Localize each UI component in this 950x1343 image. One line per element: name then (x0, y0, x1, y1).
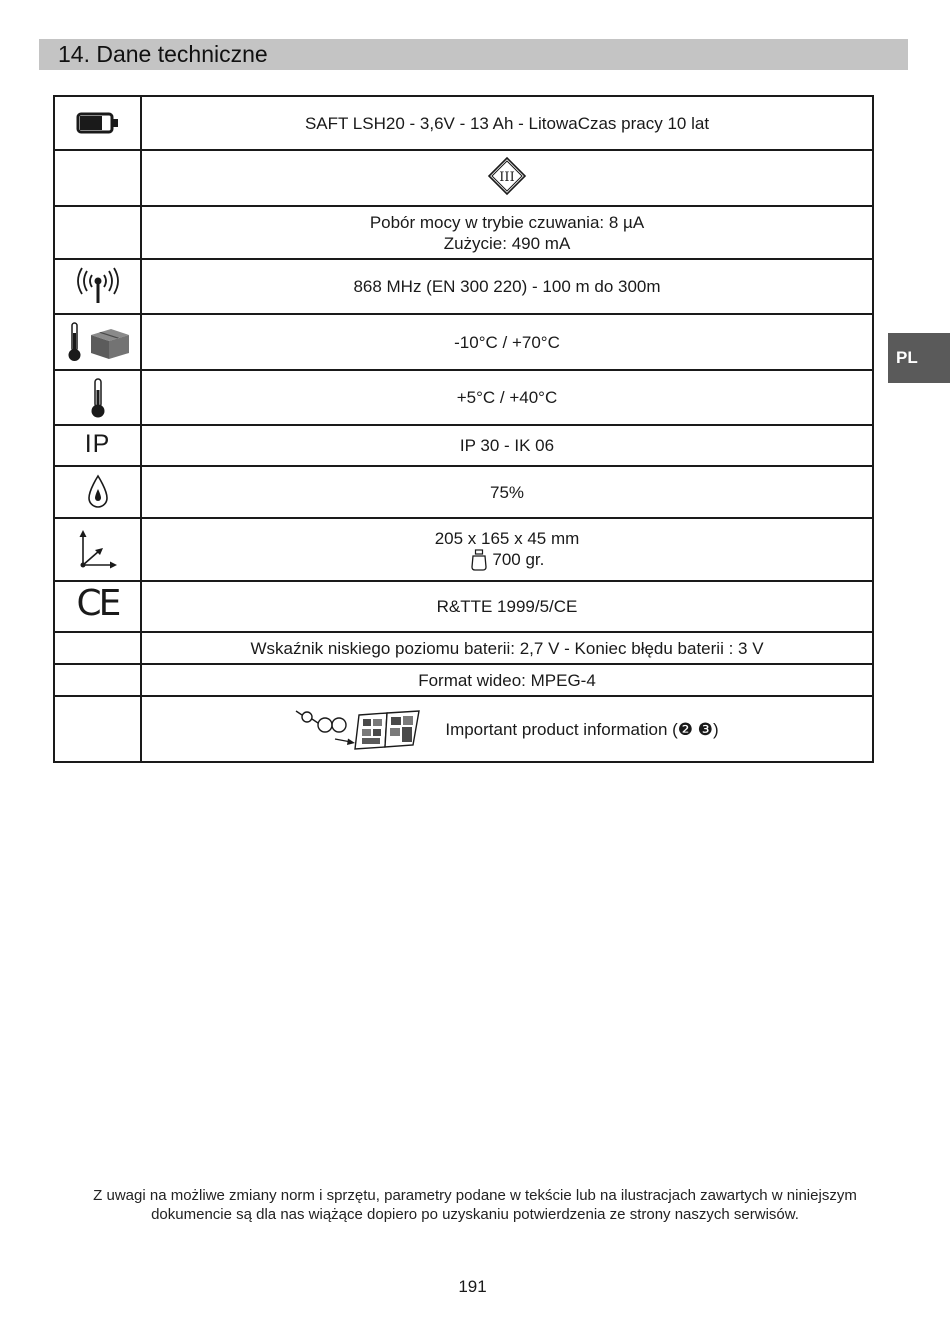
spec-icon-cell (54, 150, 141, 206)
spec-icon-cell (54, 696, 141, 762)
spec-icon-cell (54, 314, 141, 370)
spec-value: SAFT LSH20 - 3,6V - 13 Ah - LitowaCzas pracy 10 lat (141, 96, 873, 150)
spec-row-battery-indicator (54, 632, 873, 664)
spec-row-important-info (54, 696, 873, 762)
ce-mark-icon: CE (76, 583, 119, 624)
spec-icon-cell (54, 581, 141, 632)
spec-icon-cell (54, 632, 141, 664)
thermometer-icon (88, 378, 108, 418)
spec-value-line (142, 549, 872, 572)
weight-icon (470, 549, 488, 571)
read-manual-icon (295, 707, 421, 751)
important-info-wrap (142, 707, 872, 751)
humidity-drop-icon (87, 474, 109, 510)
spec-row-ip-rating (54, 425, 873, 466)
spec-icon-cell (54, 370, 141, 425)
spec-value: Format wideo: MPEG-4 (141, 664, 873, 696)
class-iii-label: III (499, 169, 515, 185)
spec-value-cell (141, 518, 873, 581)
language-label: PL (896, 348, 918, 367)
spec-value: +5°C / +40°C (141, 370, 873, 425)
disclaimer-line: dokumencie są dla nas wiążące dopiero po uzyskaniu potwierdzenia ze strony naszych serwisów. (151, 1206, 799, 1223)
spec-row-humidity (54, 466, 873, 518)
language-tab (888, 333, 950, 383)
dimensions-axes-icon (77, 529, 119, 571)
spec-value-line: Zużycie: 490 mA (443, 233, 571, 253)
battery-icon (76, 112, 120, 134)
spec-icon-cell (54, 466, 141, 518)
spec-value: 75% (141, 466, 873, 518)
spec-value-line: 205 x 165 x 45 mm (434, 528, 580, 548)
spec-icon-cell (54, 259, 141, 314)
spec-value: R&TTE 1999/5/CE (141, 581, 873, 632)
spec-table (53, 95, 874, 763)
spec-value: 868 MHz (EN 300 220) - 100 m do 300m (141, 259, 873, 314)
spec-row-video-format (54, 664, 873, 696)
spec-row-battery (54, 96, 873, 150)
spec-value-cell (141, 696, 873, 762)
disclaimer (40, 1186, 910, 1224)
spec-row-operating-temperature (54, 370, 873, 425)
radio-antenna-icon (76, 267, 120, 307)
weight-value: 700 gr. (492, 549, 545, 569)
important-info-text: Important product information (❷ ❸) (445, 719, 719, 739)
disclaimer-line: Z uwagi na możliwe zmiany norm i sprzętu, parametry podane w tekście lub na ilustracjach zawartych w niniejszym (93, 1187, 857, 1204)
spec-row-dimensions (54, 518, 873, 581)
spec-icon-cell (54, 425, 141, 466)
spec-value: Wskaźnik niskiego poziomu baterii: 2,7 V - Koniec błędu baterii : 3 V (141, 632, 873, 664)
ip-rating-icon: IP (84, 430, 111, 458)
spec-row-radio (54, 259, 873, 314)
page-number: 191 (458, 1277, 487, 1296)
spec-icon-cell (54, 206, 141, 259)
spec-value-line: Pobór mocy w trybie czuwania: 8 µA (369, 212, 645, 232)
spec-icon-cell (54, 96, 141, 150)
section-title: 14. Dane techniczne (58, 41, 268, 67)
spec-value-cell (141, 206, 873, 259)
spec-icon-cell (54, 518, 141, 581)
spec-row-ce (54, 581, 873, 632)
section-header (39, 39, 908, 70)
spec-value: -10°C / +70°C (141, 314, 873, 370)
spec-value-cell (141, 150, 873, 206)
class-iii-diamond-icon (487, 156, 527, 196)
spec-row-power (54, 206, 873, 259)
spec-icon-cell (54, 664, 141, 696)
spec-row-protection-class (54, 150, 873, 206)
spec-row-storage-temperature (54, 314, 873, 370)
storage-temperature-icon (63, 321, 133, 363)
spec-value: IP 30 - IK 06 (141, 425, 873, 466)
